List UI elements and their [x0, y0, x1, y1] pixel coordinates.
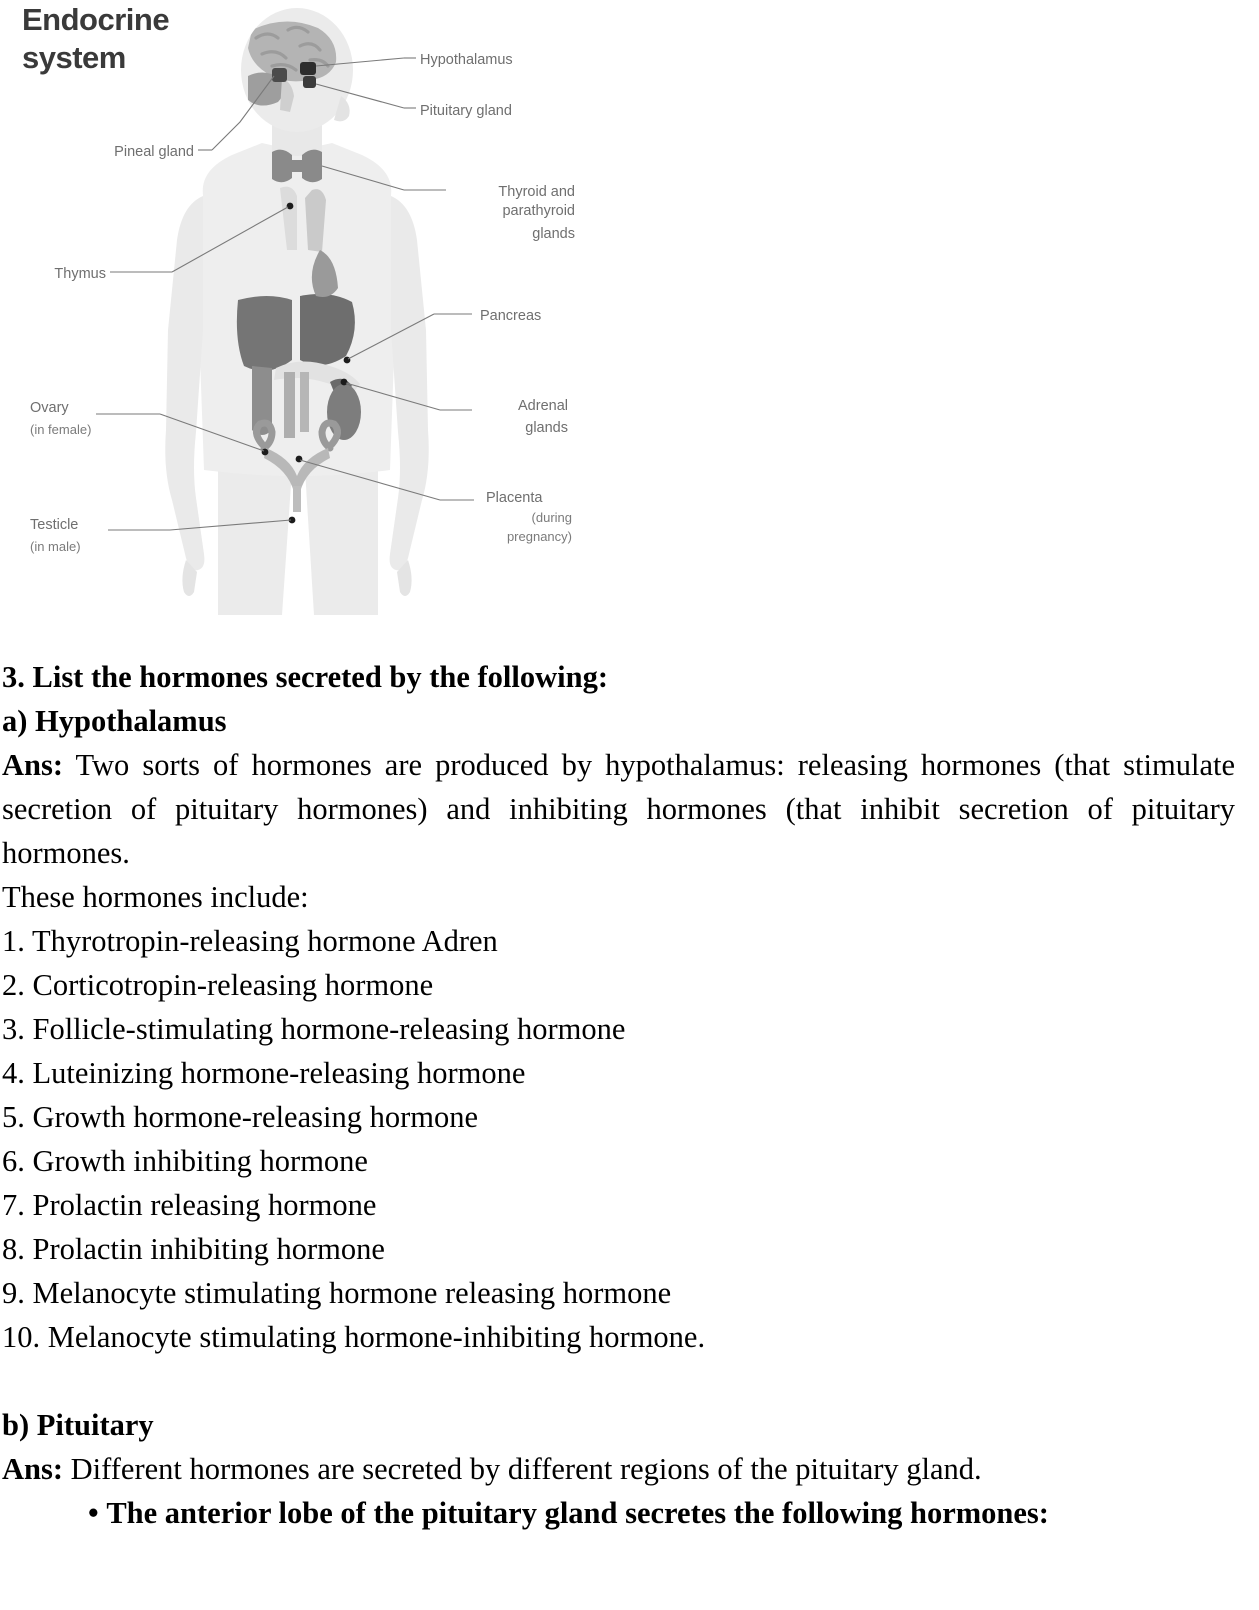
list-item: 10. Melanocyte stimulating hormone-inhibiting hormone.: [2, 1320, 706, 1354]
svg-text:Ovary: Ovary: [30, 400, 69, 416]
list-item: 7. Prolactin releasing hormone: [2, 1188, 377, 1222]
svg-text:(during: (during: [531, 510, 572, 525]
label-thyroid-parathyroid-glands: [498, 184, 575, 242]
label-thymus: Thymus: [54, 266, 106, 282]
part-b-answer-prefix: Ans:: [2, 1452, 64, 1486]
pineal-gland-organ: [272, 68, 287, 82]
label-testicle: [30, 517, 81, 554]
liver-shape: [237, 296, 292, 371]
bullet-text: The anterior lobe of the pituitary gland secretes the following hormones:: [106, 1496, 1049, 1530]
label-pancreas: Pancreas: [480, 308, 542, 324]
part-a-heading: a) Hypothalamus: [2, 704, 227, 738]
list-item: 4. Luteinizing hormone-releasing hormone: [2, 1056, 526, 1090]
svg-text:glands: glands: [532, 226, 575, 242]
list-item: 3. Follicle-stimulating hormone-releasing hormone: [2, 1012, 626, 1046]
list-item: 6. Growth inhibiting hormone: [2, 1144, 368, 1178]
thyroid-organ: [272, 150, 292, 183]
svg-text:(in female): (in female): [30, 422, 92, 437]
list-intro: These hormones include:: [2, 880, 309, 914]
list-item: 2. Corticotropin-releasing hormone: [2, 968, 434, 1002]
part-b-answer-body: Different hormones are secreted by different regions of the pituitary gland.: [63, 1452, 982, 1486]
label-pituitary-gland: Pituitary gland: [420, 103, 512, 119]
svg-text:glands: glands: [525, 420, 568, 436]
hypothalamus-organ: [300, 62, 316, 75]
part-a-answer: [2, 743, 1235, 875]
part-a-answer-prefix: Ans:: [2, 748, 64, 782]
label-hypothalamus: Hypothalamus: [420, 52, 513, 68]
section-spacer: [2, 1359, 1235, 1403]
svg-text:pregnancy): pregnancy): [506, 529, 572, 544]
answer-content: [0, 655, 1235, 1535]
svg-text:(in male): (in male): [30, 539, 81, 554]
label-ovary: [30, 400, 91, 437]
diagram-title-line1: Endocrine: [22, 2, 170, 37]
part-a-answer-body: Two sorts of hormones are produced by hypothalamus: releasing hormones (that stimulate secretion of pituitary hormones) and inhibiting hormones (that inhibit secretion of pituitary hormones.: [2, 748, 1235, 870]
endocrine-system-diagram: [0, 0, 620, 640]
part-b-answer: [2, 1447, 1235, 1491]
part-b-heading: b) Pituitary: [2, 1408, 154, 1442]
label-placenta: [486, 490, 572, 544]
bullet-marker: •: [88, 1496, 107, 1530]
svg-text:Placenta: Placenta: [486, 490, 543, 506]
svg-text:parathyroid: parathyroid: [502, 203, 575, 219]
svg-text:Testicle: Testicle: [30, 517, 79, 533]
question-heading: 3. List the hormones secreted by the following:: [2, 660, 608, 694]
body-silhouette: [165, 8, 429, 615]
list-item: 1. Thyrotropin-releasing hormone Adren: [2, 924, 498, 958]
list-item: 8. Prolactin inhibiting hormone: [2, 1232, 385, 1266]
kidney-shape: [327, 384, 361, 440]
svg-text:Adrenal: Adrenal: [518, 398, 568, 414]
label-pineal-gland: Pineal gland: [114, 144, 194, 160]
diagram-title-line2: system: [22, 40, 126, 75]
part-b-bullet: [88, 1491, 1122, 1535]
list-item: 9. Melanocyte stimulating hormone releasing hormone: [2, 1276, 672, 1310]
label-adrenal-glands: [518, 398, 568, 436]
list-item: 5. Growth hormone-releasing hormone: [2, 1100, 479, 1134]
svg-text:Thyroid and: Thyroid and: [498, 184, 575, 200]
pituitary-organ: [303, 76, 316, 88]
